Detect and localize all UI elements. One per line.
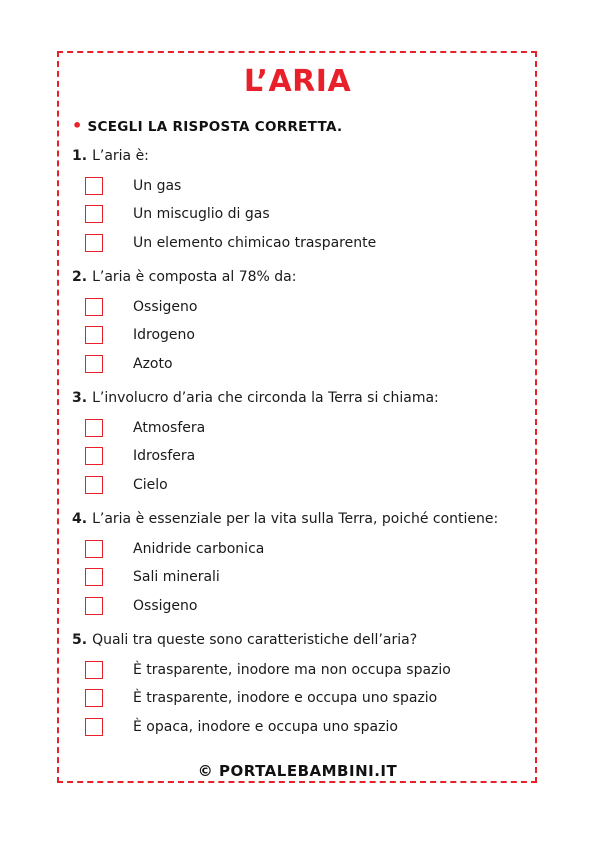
checkbox[interactable] [85,568,103,586]
option-5-3[interactable] [0,718,595,740]
question-1 [72,148,149,164]
option-4-1[interactable] [0,540,595,562]
question-5 [72,632,417,648]
question-text: L’aria è composta al 78% da: [92,269,297,285]
option-1-2[interactable] [0,205,595,227]
question-text: L’aria è: [92,148,149,164]
question-number: 2. [72,269,88,285]
option-label: Azoto [133,356,173,372]
checkbox[interactable] [85,476,103,494]
option-label: Ossigeno [133,299,198,315]
option-4-2[interactable] [0,568,595,590]
option-label: Un gas [133,178,182,194]
checkbox[interactable] [85,298,103,316]
checkbox[interactable] [85,661,103,679]
checkbox[interactable] [85,177,103,195]
option-2-3[interactable] [0,355,595,377]
page-title: L’ARIA [243,64,352,99]
checkbox[interactable] [85,689,103,707]
question-3 [72,390,439,406]
question-text: L’involucro d’aria che circonda la Terra si chiama: [92,390,439,406]
option-4-3[interactable] [0,597,595,619]
question-number: 5. [72,632,88,648]
checkbox[interactable] [85,447,103,465]
option-label: Sali minerali [133,569,220,585]
question-2 [72,269,296,285]
option-label: Ossigeno [133,598,198,614]
option-1-1[interactable] [0,177,595,199]
option-3-2[interactable] [0,447,595,469]
option-label: Atmosfera [133,420,206,436]
option-3-1[interactable] [0,419,595,441]
question-number: 1. [72,148,88,164]
question-text: Quali tra queste sono caratteristiche dell’aria? [92,632,418,648]
instruction-text: SCEGLI LA RISPOSTA CORRETTA. [87,119,343,135]
option-label: Cielo [133,477,168,493]
instruction [72,116,342,135]
checkbox[interactable] [85,234,103,252]
option-label: Idrosfera [133,448,196,464]
checkbox[interactable] [85,419,103,437]
option-label: È trasparente, inodore ma non occupa spazio [133,662,451,678]
bullet-icon: • [72,116,83,135]
question-number: 4. [72,511,88,527]
option-2-2[interactable] [0,326,595,348]
checkbox[interactable] [85,718,103,736]
option-3-3[interactable] [0,476,595,498]
checkbox[interactable] [85,205,103,223]
option-2-1[interactable] [0,298,595,320]
option-label: Un miscuglio di gas [133,206,270,222]
option-label: Idrogeno [133,327,195,343]
option-5-1[interactable] [0,661,595,683]
option-label: È trasparente, inodore e occupa uno spazio [133,690,438,706]
question-text: L’aria è essenziale per la vita sulla Terra, poiché contiene: [92,511,499,527]
checkbox[interactable] [85,326,103,344]
option-1-3[interactable] [0,234,595,256]
option-label: È opaca, inodore e occupa uno spazio [133,719,398,735]
option-label: Anidride carbonica [133,541,265,557]
option-label: Un elemento chimicao trasparente [133,235,377,251]
copyright-footer: © PORTALEBAMBINI.IT [197,762,398,780]
checkbox[interactable] [85,597,103,615]
checkbox[interactable] [85,540,103,558]
option-5-2[interactable] [0,689,595,711]
checkbox[interactable] [85,355,103,373]
question-number: 3. [72,390,88,406]
question-4 [72,511,498,527]
